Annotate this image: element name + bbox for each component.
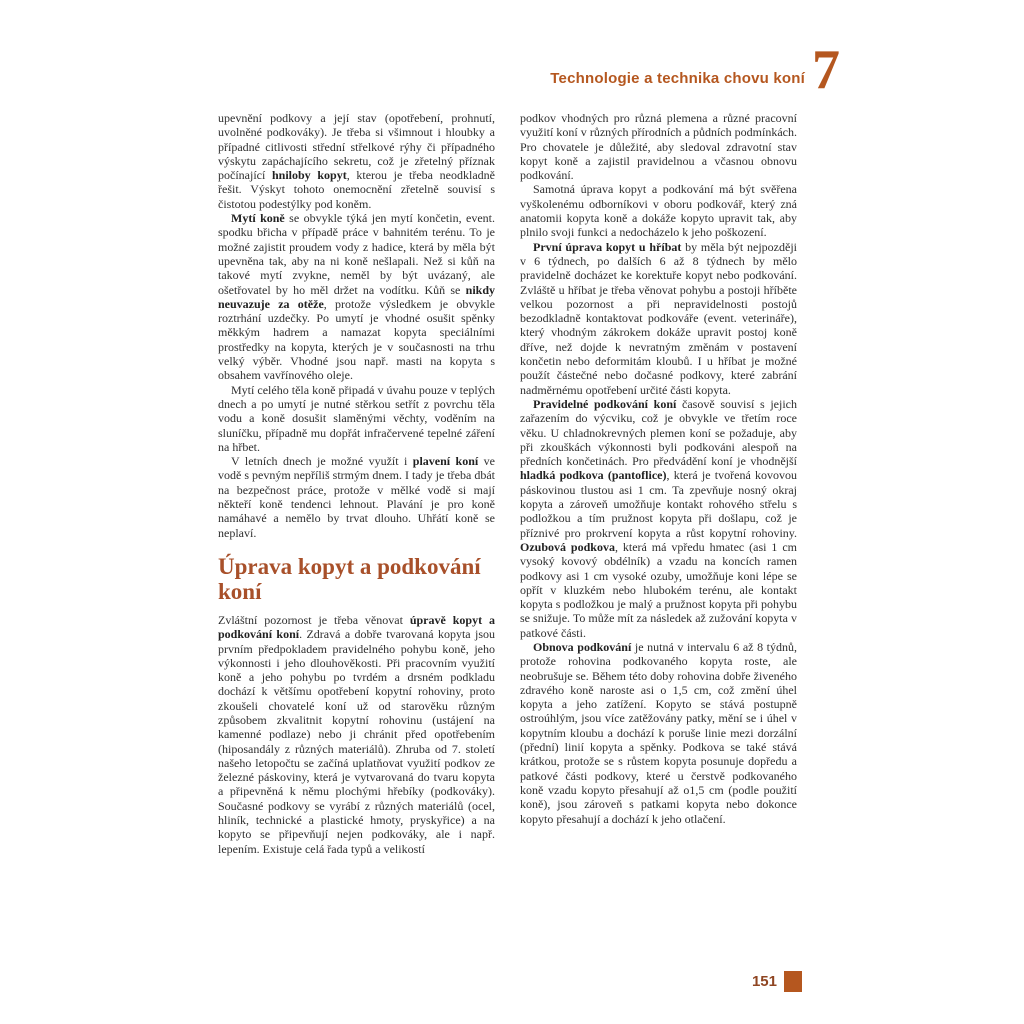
paragraph: Zvláštní pozornost je třeba věnovat úpravě kopyt a podkování koní. Zdravá a dobře tvarovaná kopyta jsou prvním předpokladem pravidelného pohybu koně, jeho výkonnosti i jeho dlouhověkosti. Při pracovním využití koně a jeho pohybu po tvrdém a drsném podkladu dochází k většímu opotřebení kopytní rohoviny, proto zkoušeli chovatelé koní už od starověku různým způsobem zkvalitnit kopytní rohovinu (ustájení na kamenné podlaze) nebo ji chránit před opotřebením (hiposandály z různých materiálů). Zhruba od 7. století našeho letopočtu se začíná uplatňovat využití podkov ze železné páskoviny, která je vytvarovaná do tvaru kopyta a připevněná k němu plochými hřebíky (podkováky). Současné podkovy se vyrábí z různých materiálů (ocel, hliník, technické a plastické hmoty, pryskyřice) a na kopyto se připevňují nejen podkováky, ale i např. lepením. Existuje celá řada typů a velikostí bbox=[218, 612, 495, 856]
paragraph: upevnění podkovy a její stav (opotřebení, prohnutí, uvolněné podkováky). Je třeba si všimnout i hloubky a případné citlivosti střední střelkové rýhy či případného výskytu zapáchajícího sekretu, což je zřetelný příznak počínající hniloby kopyt, kterou je třeba neodkladně řešit. Výskyt tohoto onemocnění zřetelně souvisí s čistotou podestýlky pod koněm. bbox=[218, 111, 495, 211]
paragraph: Mytí celého těla koně připadá v úvahu pouze v teplých dnech a po umytí je nutné stěrkou setřít z povrchu těla vodu a koně dosušit slaměnými věchty, voděním na sluníčku, případně mu dopřát infračervené tepelné záření na hřbet. bbox=[218, 382, 495, 454]
bold-text: úpravě kopyt a podkování koní bbox=[218, 612, 495, 642]
bold-text: nikdy neuvazuje za otěže bbox=[218, 282, 495, 311]
paragraph: podkov vhodných pro různá plemena a různé pracovní využití koní v různých přírodních a půdních podmínkách. Pro chovatele je důležité, aby sledoval zdravotní stav kopyt koně a zajistil pravidelnou a včasnou obnovu podkování. bbox=[520, 111, 797, 183]
chapter-number: 7 bbox=[812, 39, 840, 101]
right-column bbox=[520, 111, 797, 826]
paragraph: První úprava kopyt u hříbat by měla být nejpozději v 6 týdnech, po dalších 6 až 8 týdnech by mělo pravidelně docházet ke korektuře kopyt nebo podkování. Zvláště u hříbat je třeba věnovat pohybu a postoji hříběte velkou pozornost a při nepravidelnosti postojů bezodkladně kontaktovat podkováře (event. veterináře), který vhodným zákrokem dokáže upravit postoj koně dříve, než dojde k nevratným změnám v postavení končetin nebo deformitám kloubů. I u hříbat je možné použít částečné nebo dočasné podkovy, které zabrání nadměrnému opotřebení určité části kopyta. bbox=[520, 239, 797, 397]
left-column bbox=[218, 111, 495, 856]
bold-text: Obnova podkování bbox=[533, 639, 632, 654]
page-number: 151 bbox=[751, 973, 777, 990]
bold-text: Ozubová podkova bbox=[520, 539, 615, 554]
paragraph: Samotná úprava kopyt a podkování má být svěřena vyškolenému odborníkovi v oboru podkovář, který zná anatomii kopyta koně a dokáže kopyto upravit tak, aby plnilo svoji funkci a nedocházelo k jeho poškození. bbox=[520, 182, 797, 240]
paragraph: Pravidelné podkování koní časově souvisí s jejich zařazením do výcviku, což je obvykle ve třetím roce věku. U chladnokrevných plemen koní se požaduje, aby při zkouškách výkonnosti byli podkováni alespoň na předních končetinách. Pro předvádění koní je vhodnější hladká podkova (pantoflice), která je tvořená kovovou páskovinou tlustou asi 1 cm. Ta zpevňuje nosný okraj kopyta a zároveň umožňuje kontakt rohového střelu s podložkou a tím pružnost kopyta při došlapu, což je příznivé pro prokrvení kopyta a růst kopytní rohoviny. Ozubová podkova, která má vpředu hmatec (asi 1 cm vysoký kovový obdélník) a vzadu na koncích ramen podkovy asi 1 cm vysoké ozuby, umožňuje koni lépe se opřít v kluzkém nebo hlubokém terénu, ale kontakt kopyta s podložkou je malý a pružnost kopyta při pohybu se snižuje. To může mít za následek až zužování kopyta v patkové části. bbox=[520, 396, 798, 640]
bold-text: plavení koní bbox=[412, 454, 479, 469]
page-footer bbox=[0, 971, 802, 992]
paragraph: Obnova podkování je nutná v intervalu 6 až 8 týdnů, protože rohovina podkovaného kopyta roste, ale neobrušuje se. Během této doby rohovina dobře živeného zdravého koně naroste asi o 1,5 cm, což změní úhel kopyta a jeho zatížení. Kopyto se stává postupně ostroúhlým, jsou více zatěžovány patky, mění se i úhel v kopytním kloubu a dochází k poruše linie mezi dorzální (přední) linií kopyta a spěnky. Podkova se také stává krátkou, protože se s růstem kopyta posunuje dopředu a patkové části podkovy, které u čerstvě podkovaného koně vzadu kopyto přesahují až o1,5 cm (podle použití koně), jsou zároveň s patkami kopyta nebo dokonce kopyto přesahují a dochází k jeho otlačení. bbox=[520, 639, 797, 826]
paragraph: V letních dnech je možné využít i plavení koní ve vodě s pevným nepříliš strmým dnem. I tady je třeba dbát na bezpečnost práce, protože v mělké vodě si mají někteří koně tendenci lehnout. Plavání je pro koně namáhavé a nemělo by trvat dlouho. Uhřátí koně se neplaví. bbox=[218, 454, 496, 540]
bold-text: Mytí koně bbox=[231, 211, 285, 226]
section-heading: Úprava kopyt a podkování koní bbox=[218, 553, 481, 604]
footer-square-icon bbox=[784, 971, 802, 992]
bold-text: hladká podkova (pantoflice) bbox=[520, 468, 667, 483]
bold-text: První úprava kopyt u hříbat bbox=[533, 239, 682, 254]
running-head-title: Technologie a technika chovu koní bbox=[550, 70, 805, 87]
paragraph: Mytí koně se obvykle týká jen mytí končetin, event. spodku břicha v případě práce v bahnitém terénu. To je možné zajistit proudem vody z hadice, která by měla být upevněna tak, aby na ni koně nešlapali. Než si kůň na takové mytí zvykne, neměl by být uvázaný, ale ošetřovatel by ho měl držet na vodítku. Kůň se nikdy neuvazuje za otěže, protože výsledkem je obvykle roztrhání uzdečky. Po umytí je vhodné osušit spěnky měkkým hadrem a namazat kopyta speciálními prostředky na kopyta, kterých je v současnosti na trhu velký výběr. Vhodné jsou např. masti na kopyta s obsahem vavřínového oleje. bbox=[218, 211, 495, 383]
bold-text: Pravidelné podkování koní bbox=[533, 396, 677, 411]
bold-text: hniloby kopyt bbox=[271, 168, 347, 183]
